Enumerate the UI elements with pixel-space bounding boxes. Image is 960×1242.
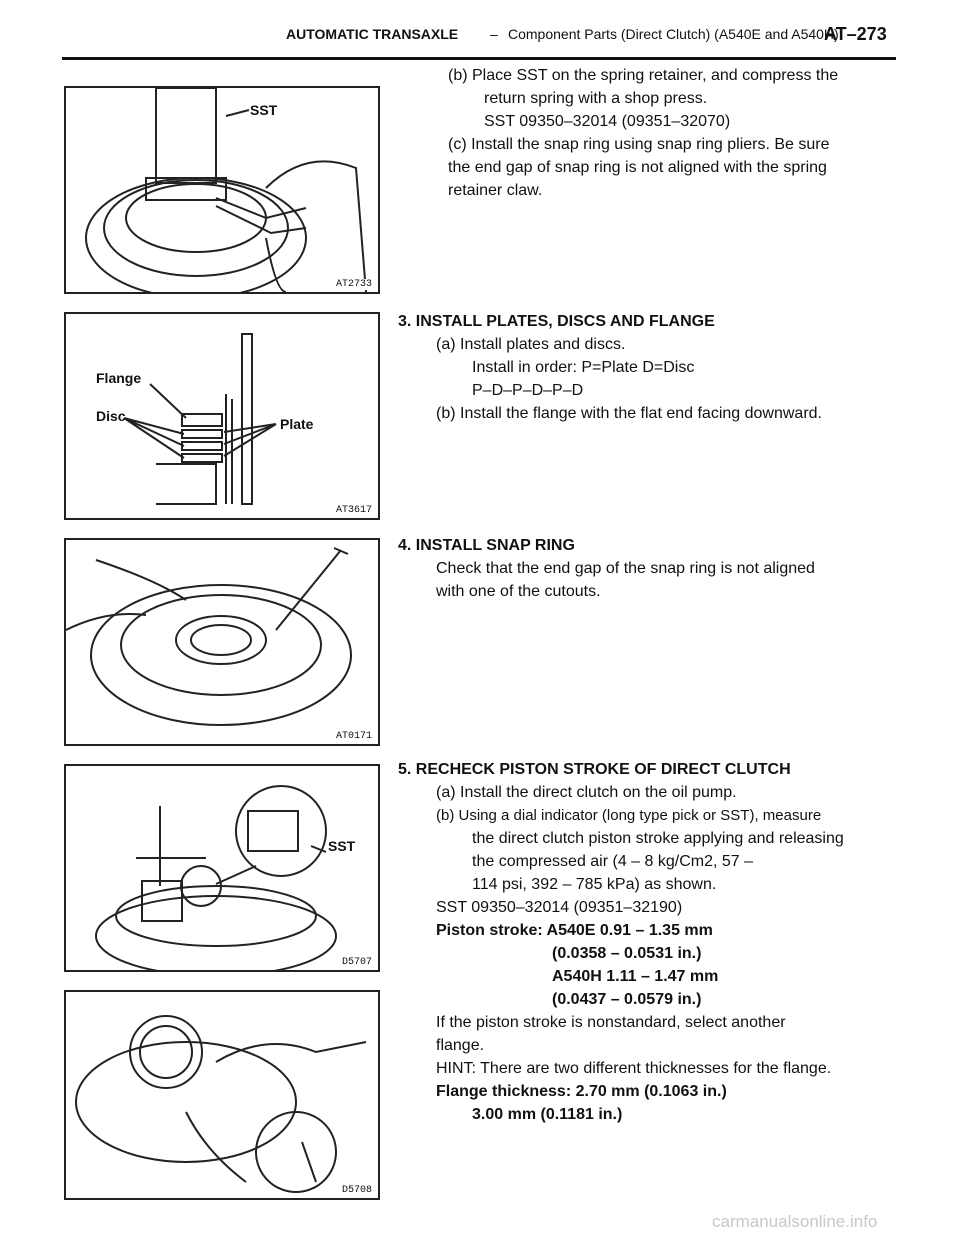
nonstandard-line2: flange. bbox=[436, 1037, 485, 1054]
step5-sst: SST 09350–32014 (09351–32190) bbox=[436, 899, 683, 916]
piston-stroke-spec: Piston stroke: A540E 0.91 – 1.35 mm bbox=[436, 922, 713, 939]
page-header bbox=[0, 0, 960, 64]
step3-a-line3: P–D–P–D–P–D bbox=[472, 382, 584, 399]
figure-code: AT3617 bbox=[335, 505, 372, 516]
step5-a-line1: (a) Install the direct clutch on the oil pump. bbox=[436, 784, 737, 801]
figure-piston-stroke-setup bbox=[64, 764, 380, 972]
step4-heading: 4. INSTALL SNAP RING bbox=[398, 537, 575, 554]
step3-a-line2: Install in order: P=Plate D=Disc bbox=[472, 359, 695, 376]
figure-code: D5707 bbox=[341, 957, 372, 968]
piston-stroke-e-inch: (0.0358 – 0.0531 in.) bbox=[552, 945, 702, 962]
step4-line2: with one of the cutouts. bbox=[436, 583, 601, 600]
step2-c-line3: retainer claw. bbox=[448, 182, 543, 199]
watermark: carmanualsonline.info bbox=[712, 1212, 878, 1231]
section-title: AUTOMATIC TRANSAXLE bbox=[286, 26, 459, 42]
step5-heading: 5. RECHECK PISTON STROKE OF DIRECT CLUTCH bbox=[398, 761, 791, 778]
step4-line1: Check that the end gap of the snap ring is not aligned bbox=[436, 560, 815, 577]
figure-piston-stroke-setup-drawing bbox=[66, 766, 378, 970]
step2-c-line2: the end gap of snap ring is not aligned with the spring bbox=[448, 159, 827, 176]
sst-label: SST bbox=[328, 838, 356, 854]
flange-thickness-alt: 3.00 mm (0.1181 in.) bbox=[472, 1106, 623, 1123]
step2-b-line2: return spring with a shop press. bbox=[484, 90, 708, 107]
step5-b-line3: the compressed air (4 – 8 kg/Cm2, 57 – bbox=[472, 853, 754, 870]
step3-a-line1: (a) Install plates and discs. bbox=[436, 336, 626, 353]
figure-snap-ring-drawing bbox=[66, 540, 378, 744]
sst-label: SST bbox=[250, 102, 278, 118]
disc-label: Disc bbox=[96, 408, 126, 424]
plate-label: Plate bbox=[280, 416, 314, 432]
figure-piston-stroke-measure-drawing bbox=[66, 992, 378, 1198]
page-number: AT–273 bbox=[824, 24, 887, 44]
flange-thickness-spec: Flange thickness: 2.70 mm (0.1063 in.) bbox=[436, 1083, 727, 1100]
nonstandard-line1: If the piston stroke is nonstandard, select another bbox=[436, 1014, 786, 1031]
figure-code: D5708 bbox=[341, 1185, 372, 1196]
step2-c-line1: (c) Install the snap ring using snap ring pliers. Be sure bbox=[448, 136, 830, 153]
figure-spring-compress bbox=[64, 86, 380, 294]
figure-piston-stroke-measure bbox=[64, 990, 380, 1200]
step2-b-line3: SST 09350–32014 (09351–32070) bbox=[484, 113, 731, 130]
step3-heading: 3. INSTALL PLATES, DISCS AND FLANGE bbox=[398, 313, 715, 330]
step3-b-line1: (b) Install the flange with the flat end facing downward. bbox=[436, 405, 822, 422]
flange-hint: HINT: There are two different thicknesses for the flange. bbox=[436, 1060, 832, 1077]
piston-stroke-h-mm: A540H 1.11 – 1.47 mm bbox=[552, 968, 719, 985]
header-rule bbox=[62, 57, 896, 60]
figure-spring-compress-drawing bbox=[66, 88, 378, 292]
figure-snap-ring bbox=[64, 538, 380, 746]
figure-plates-discs bbox=[64, 312, 380, 520]
step2-b-line1: (b) Place SST on the spring retainer, and compress the bbox=[448, 67, 839, 84]
step5-b-line4: 114 psi, 392 – 785 kPa) as shown. bbox=[472, 876, 717, 893]
figure-code: AT0171 bbox=[335, 731, 372, 742]
step5-b-line2: the direct clutch piston stroke applying and releasing bbox=[472, 830, 844, 847]
header-separator: – bbox=[490, 26, 498, 42]
step5-b-line1: (b) Using a dial indicator (long type pick or SST), measure bbox=[436, 807, 822, 824]
section-subtitle: Component Parts (Direct Clutch) (A540E and A540H) bbox=[508, 26, 839, 42]
flange-label: Flange bbox=[96, 370, 142, 386]
piston-stroke-h-inch: (0.0437 – 0.0579 in.) bbox=[552, 991, 702, 1008]
figure-code: AT2733 bbox=[335, 279, 372, 290]
